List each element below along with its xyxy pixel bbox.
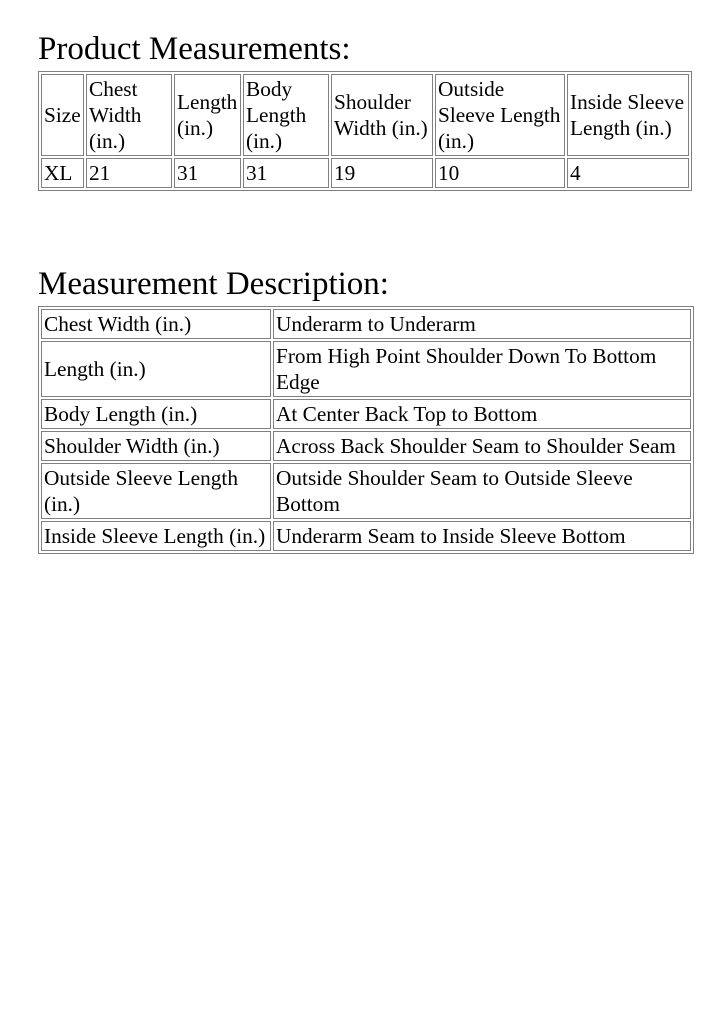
description-row-outside-sleeve-length (41, 463, 691, 519)
column-header-outside-sleeve-length: Outside Sleeve Length (in.) (435, 74, 565, 156)
description-label: Shoulder Width (in.) (41, 431, 271, 461)
measurement-description-heading: Measurement Description: (38, 266, 389, 302)
description-row-body-length (41, 399, 691, 429)
measurements-data-row-xl (41, 158, 689, 188)
description-label: Chest Width (in.) (41, 309, 271, 339)
measurements-header-row (41, 74, 689, 156)
description-row-inside-sleeve-length (41, 521, 691, 551)
cell-size-value: XL (41, 158, 84, 188)
description-text: At Center Back Top to Bottom (273, 399, 691, 429)
column-header-body-length: Body Length (in.) (243, 74, 329, 156)
description-row-length (41, 341, 691, 397)
description-text: Across Back Shoulder Seam to Shoulder Seam (273, 431, 691, 461)
description-label: Inside Sleeve Length (in.) (41, 521, 271, 551)
column-header-chest-width: Chest Width (in.) (86, 74, 172, 156)
column-header-shoulder-width: Shoulder Width (in.) (331, 74, 433, 156)
description-text: Underarm Seam to Inside Sleeve Bottom (273, 521, 691, 551)
cell-inside-sleeve-length-value: 4 (567, 158, 689, 188)
description-row-chest-width (41, 309, 691, 339)
cell-chest-width-value: 21 (86, 158, 172, 188)
cell-shoulder-width-value: 19 (331, 158, 433, 188)
cell-body-length-value: 31 (243, 158, 329, 188)
column-header-size: Size (41, 74, 84, 156)
column-header-length: Length (in.) (174, 74, 241, 156)
description-label: Length (in.) (41, 341, 271, 397)
cell-outside-sleeve-length-value: 10 (435, 158, 565, 188)
description-label: Body Length (in.) (41, 399, 271, 429)
measurement-description-table (38, 306, 694, 554)
description-text: From High Point Shoulder Down To Bottom Edge (273, 341, 691, 397)
description-text: Outside Shoulder Seam to Outside Sleeve Bottom (273, 463, 691, 519)
description-text: Underarm to Underarm (273, 309, 691, 339)
cell-length-value: 31 (174, 158, 241, 188)
description-label: Outside Sleeve Length (in.) (41, 463, 271, 519)
column-header-inside-sleeve-length: Inside Sleeve Length (in.) (567, 74, 689, 156)
product-measurements-heading: Product Measurements: (38, 31, 351, 67)
description-row-shoulder-width (41, 431, 691, 461)
product-measurements-table (38, 71, 692, 191)
